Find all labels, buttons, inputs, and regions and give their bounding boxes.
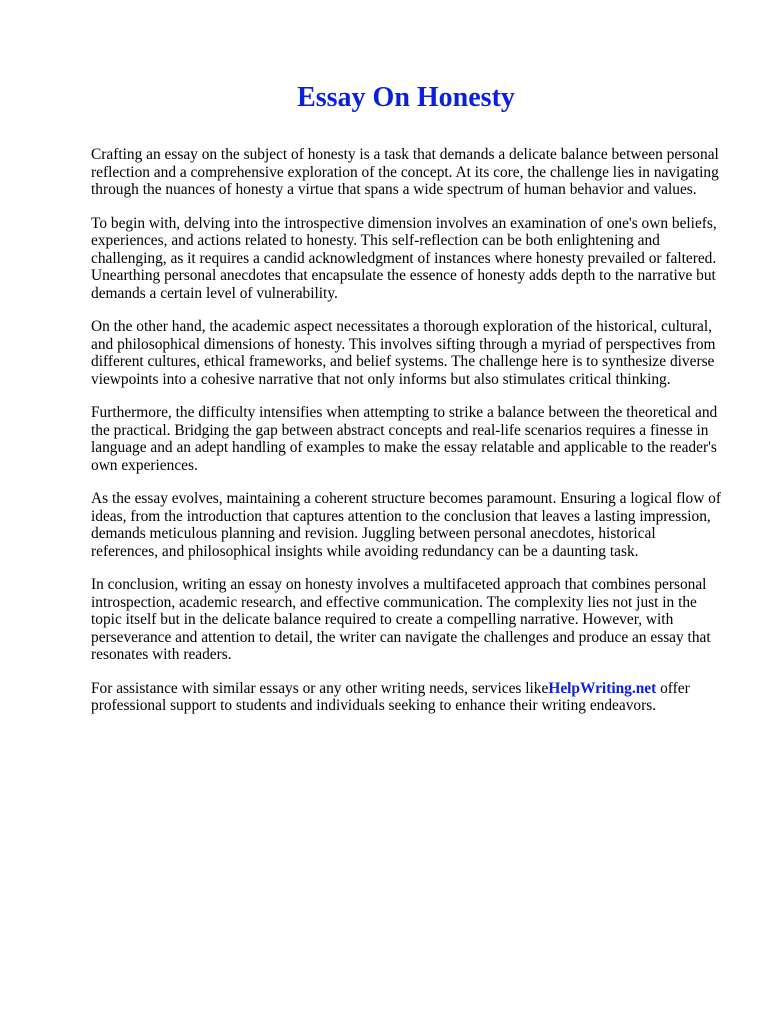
paragraph-academic: On the other hand, the academic aspect necessitates a thorough exploration of the historical, cultural, and philosophical dimensions of honesty. This involves sifting through a myriad of perspectives from different cultures, ethical frameworks, and belief systems. The challenge here is to synthesize diverse viewpoints into a cohesive narrative that not only informs but also stimulates critical thinking. [91,318,716,388]
helpwriting-link[interactable]: HelpWriting.net [548,679,657,697]
closing-text-after: offer professional support to students and individuals seeking to enhance their writing endeavors. [91,679,690,714]
paragraph-theory-practice: Furthermore, the difficulty intensifies when attempting to strike a balance between the theoretical and the practical. Bridging the gap between abstract concepts and real-life scenarios requires a finesse in language and an adept handling of examples to make the essay relatable and applicable to the reader's own experiences. [91,404,718,474]
paragraph-intro: Crafting an essay on the subject of honesty is a task that demands a delicate balance between personal reflection and a comprehensive exploration of the concept. At its core, the challenge lies in navigating through the nuances of honesty a virtue that spans a wide spectrum of human behavior and values. [91,146,719,198]
paragraph-structure: As the essay evolves, maintaining a coherent structure becomes paramount. Ensuring a logical flow of ideas, from the introduction that captures attention to the conclusion that leaves a lasting impression, demands meticulous planning and revision. Juggling between personal anecdotes, historical references, and philosophical insights while avoiding redundancy can be a daunting task. [91,490,721,560]
page-title: Essay On Honesty [297,82,515,113]
paragraph-conclusion: In conclusion, writing an essay on honesty involves a multifaceted approach that combines personal introspection, academic research, and effective communication. The complexity lies not just in the topic itself but in the delicate balance required to create a compelling narrative. However, with perseverance and attention to detail, the writer can navigate the challenges and produce an essay that resonates with readers. [91,576,711,663]
closing-text-before: For assistance with similar essays or any other writing needs, services like [91,679,549,697]
document-body [91,146,721,731]
paragraph-introspection: To begin with, delving into the introspective dimension involves an examination of one's own beliefs, experiences, and actions related to honesty. This self-reflection can be both enlightening and challenging, as it requires a candid acknowledgment of instances where honesty prevailed or faltered. Unearthing personal anecdotes that encapsulate the essence of honesty adds depth to the narrative but demands a certain level of vulnerability. [91,214,717,302]
paragraph-closing [91,680,721,715]
